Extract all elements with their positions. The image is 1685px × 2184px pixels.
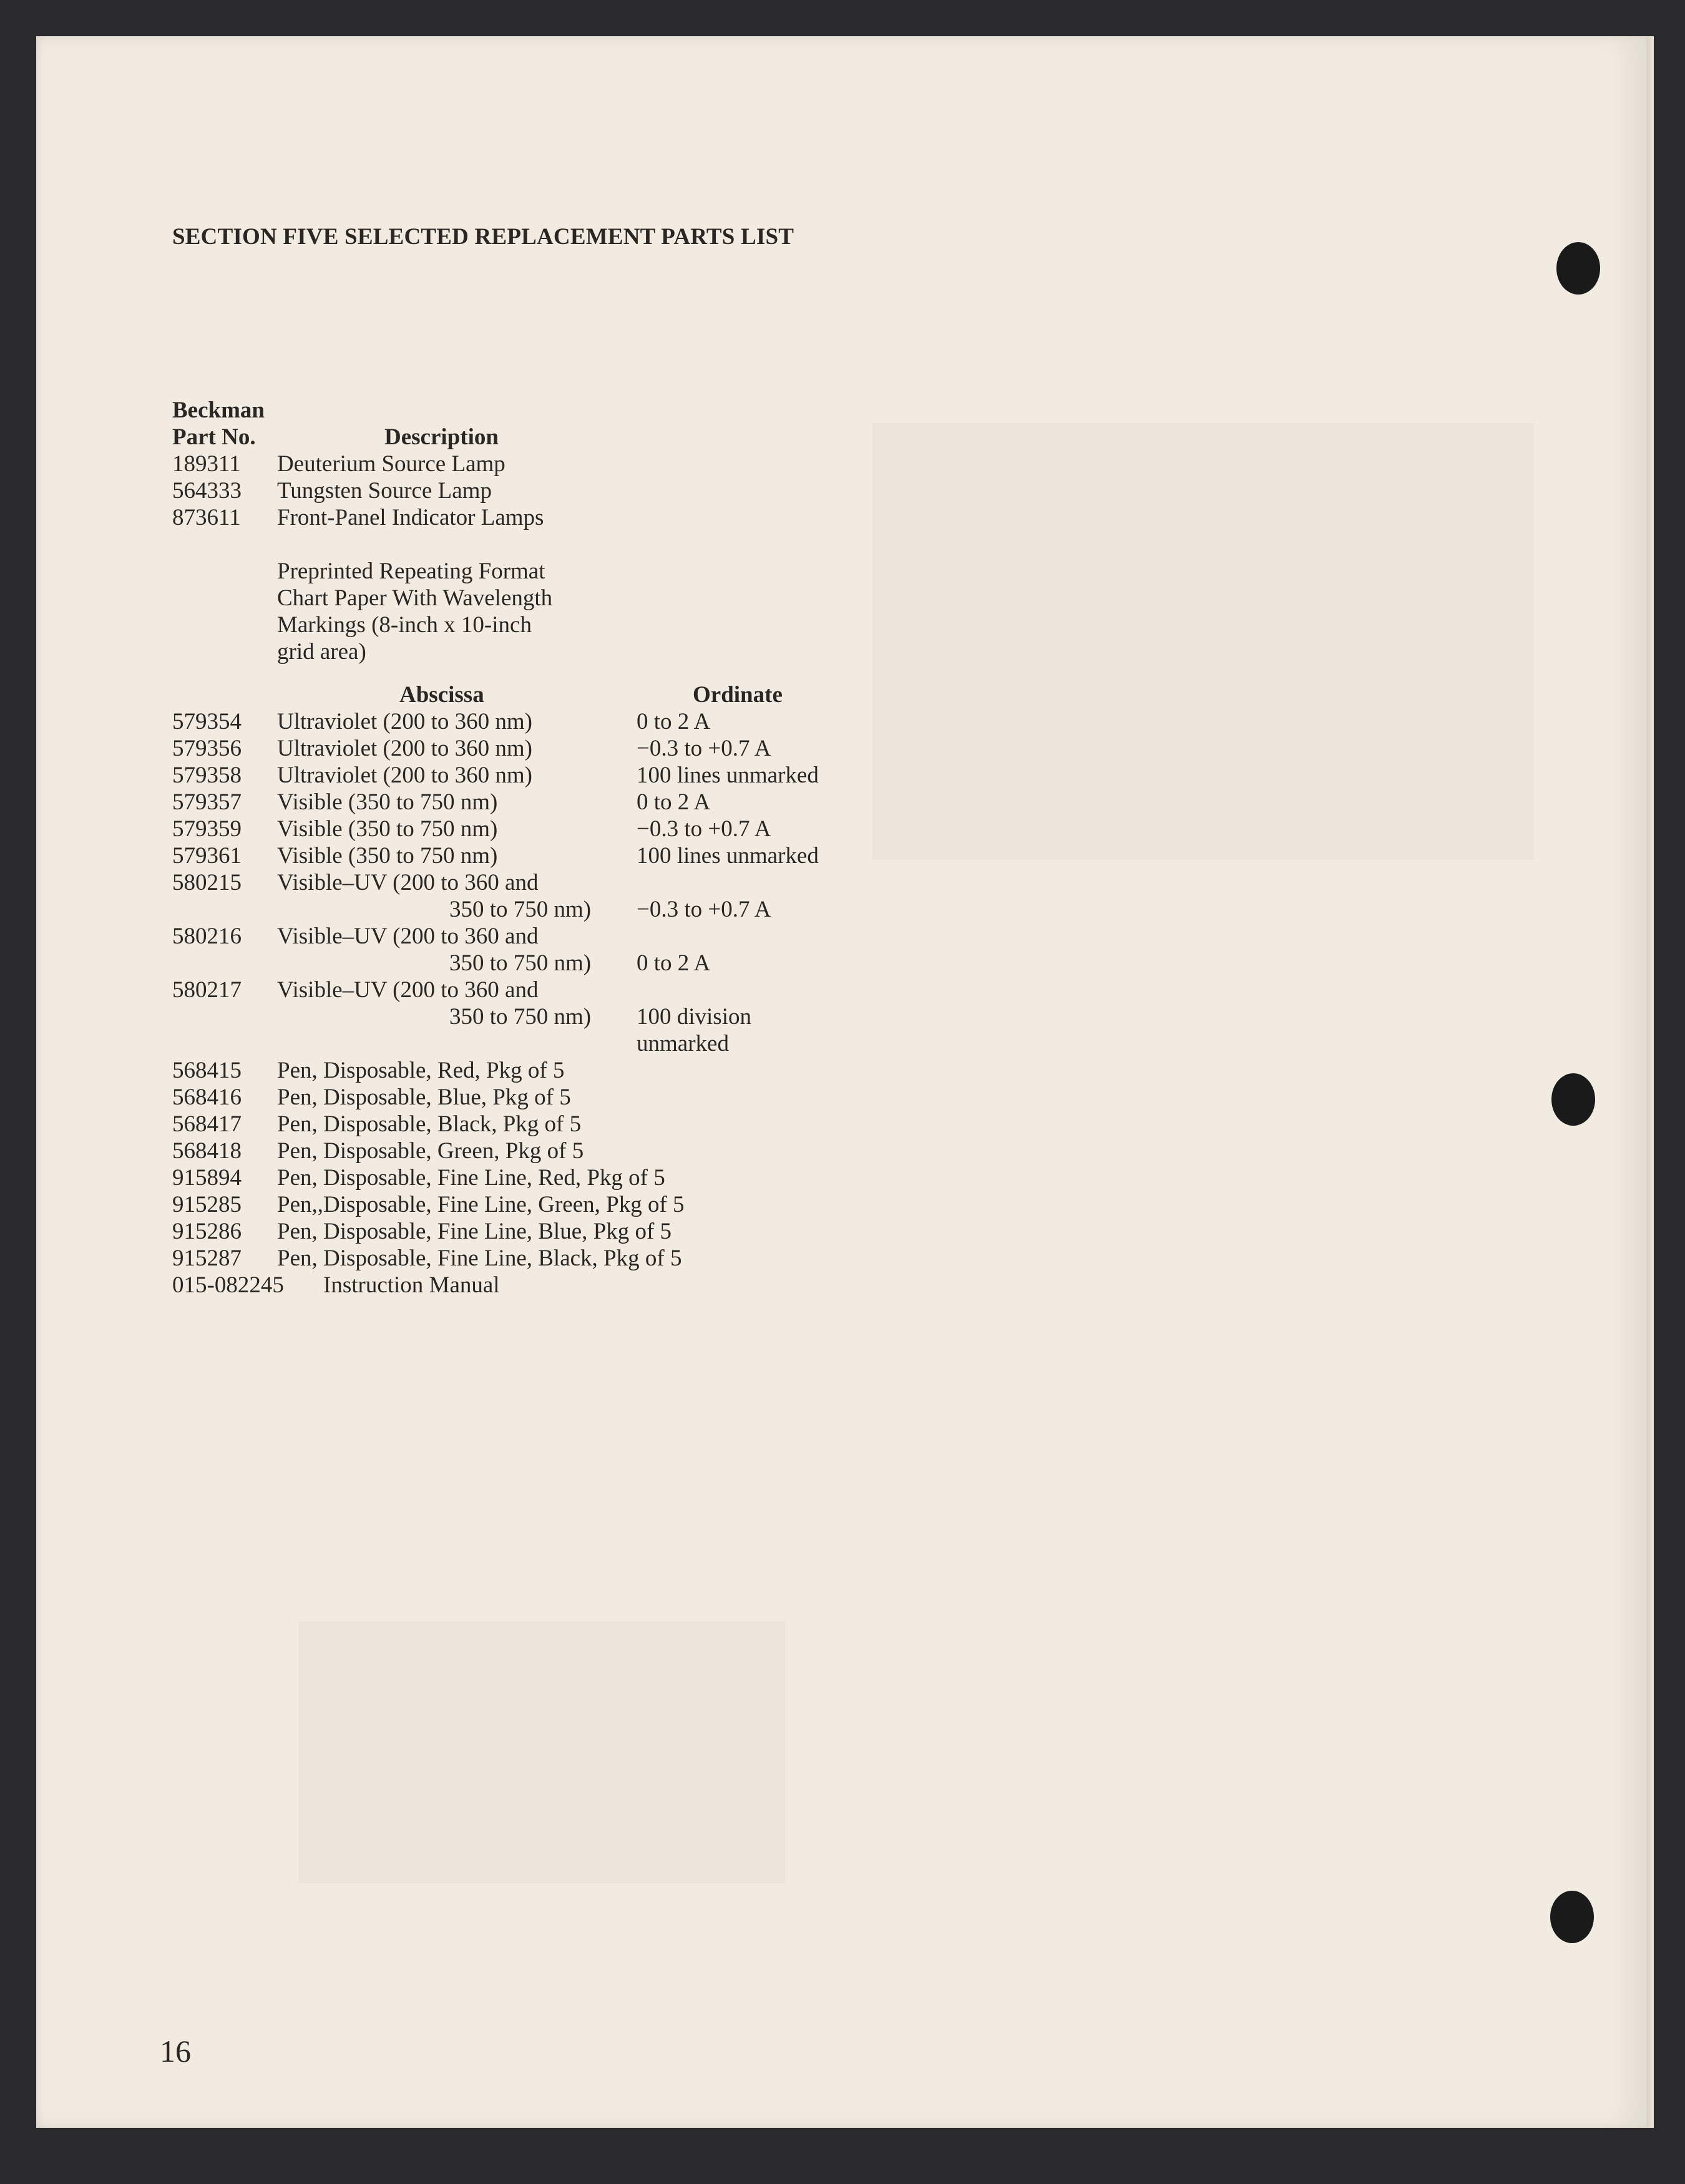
part-number: 915285 [172,1192,242,1217]
part-number: 568417 [172,1111,242,1137]
ordinate-value: −0.3 to +0.7 A [637,897,771,922]
part-number: 579356 [172,736,242,761]
abscissa-value: Ultraviolet (200 to 360 nm) [277,709,532,734]
part-number: 568415 [172,1058,242,1083]
part-number: 580217 [172,977,242,1003]
part-number: 915286 [172,1219,242,1244]
description-header: Description [384,424,499,450]
part-description: Pen, Disposable, Blue, Pkg of 5 [277,1085,571,1110]
part-number: 015-082245 [172,1272,284,1298]
abscissa-value: Visible (350 to 750 nm) [277,843,498,869]
abscissa-value: Visible–UV (200 to 360 and [277,924,539,949]
binder-hole-bottom [1550,1891,1594,1943]
part-number: 915894 [172,1165,242,1191]
part-description: Pen,,Disposable, Fine Line, Green, Pkg of 5 [277,1192,685,1217]
ordinate-value: 0 to 2 A [637,789,711,815]
part-number: 564333 [172,478,242,504]
abscissa-value: Visible (350 to 750 nm) [277,789,498,815]
part-number: 568418 [172,1138,242,1164]
ordinate-value: 0 to 2 A [637,950,711,976]
abscissa-value: Visible–UV (200 to 360 and [277,870,539,895]
ordinate-value: −0.3 to +0.7 A [637,816,771,842]
part-number: 873611 [172,505,241,530]
abscissa-value-cont: 350 to 750 nm) [449,1004,592,1030]
bleed-through-shade-lower [298,1621,785,1883]
part-number: 580216 [172,924,242,949]
part-number: 579359 [172,816,242,842]
ordinate-value: −0.3 to +0.7 A [637,736,771,761]
ordinate-value: 0 to 2 A [637,709,711,734]
abscissa-value-cont: 350 to 750 nm) [449,950,592,976]
part-description: Pen, Disposable, Fine Line, Blue, Pkg of 5 [277,1219,672,1244]
part-number: 579354 [172,709,242,734]
binder-hole-middle [1551,1073,1595,1126]
part-description: Deuterium Source Lamp [277,451,506,477]
abscissa-value: Visible (350 to 750 nm) [277,816,498,842]
bleed-through-shade-upper [872,423,1534,860]
binder-hole-top [1556,242,1600,295]
part-number: 568416 [172,1085,242,1110]
note-line: Chart Paper With Wavelength [277,585,553,611]
ordinate-value: 100 division [637,1004,751,1030]
part-description: Pen, Disposable, Black, Pkg of 5 [277,1111,582,1137]
ordinate-value-cont: unmarked [637,1031,729,1056]
part-description: Pen, Disposable, Green, Pkg of 5 [277,1138,584,1164]
part-header-line1: Beckman [172,397,265,423]
note-line: Markings (8-inch x 10-inch [277,612,532,638]
part-number: 579361 [172,843,242,869]
ordinate-value: 100 lines unmarked [637,763,819,788]
page-number: 16 [160,2034,191,2069]
ordinate-value: 100 lines unmarked [637,843,819,869]
part-description: Front-Panel Indicator Lamps [277,505,544,530]
abscissa-value: Ultraviolet (200 to 360 nm) [277,736,532,761]
abscissa-value: Ultraviolet (200 to 360 nm) [277,763,532,788]
part-number: 915287 [172,1246,242,1271]
part-number: 579357 [172,789,242,815]
document-page [36,36,1646,2128]
abscissa-value-cont: 350 to 750 nm) [449,897,592,922]
part-description: Pen, Disposable, Fine Line, Red, Pkg of 5 [277,1165,665,1191]
part-description: Pen, Disposable, Fine Line, Black, Pkg of 5 [277,1246,682,1271]
note-line: Preprinted Repeating Format [277,558,545,584]
ordinate-header: Ordinate [693,682,783,708]
part-number: 189311 [172,451,241,477]
section-title: SECTION FIVE SELECTED REPLACEMENT PARTS LIST [172,224,794,250]
part-number: 580215 [172,870,242,895]
part-description: Instruction Manual [323,1272,500,1298]
abscissa-value: Visible–UV (200 to 360 and [277,977,539,1003]
part-header-line2: Part No. [172,424,256,450]
part-description: Pen, Disposable, Red, Pkg of 5 [277,1058,565,1083]
abscissa-header: Abscissa [399,682,484,708]
part-description: Tungsten Source Lamp [277,478,492,504]
note-line: grid area) [277,639,366,665]
part-number: 579358 [172,763,242,788]
page-spine [1646,36,1654,2128]
